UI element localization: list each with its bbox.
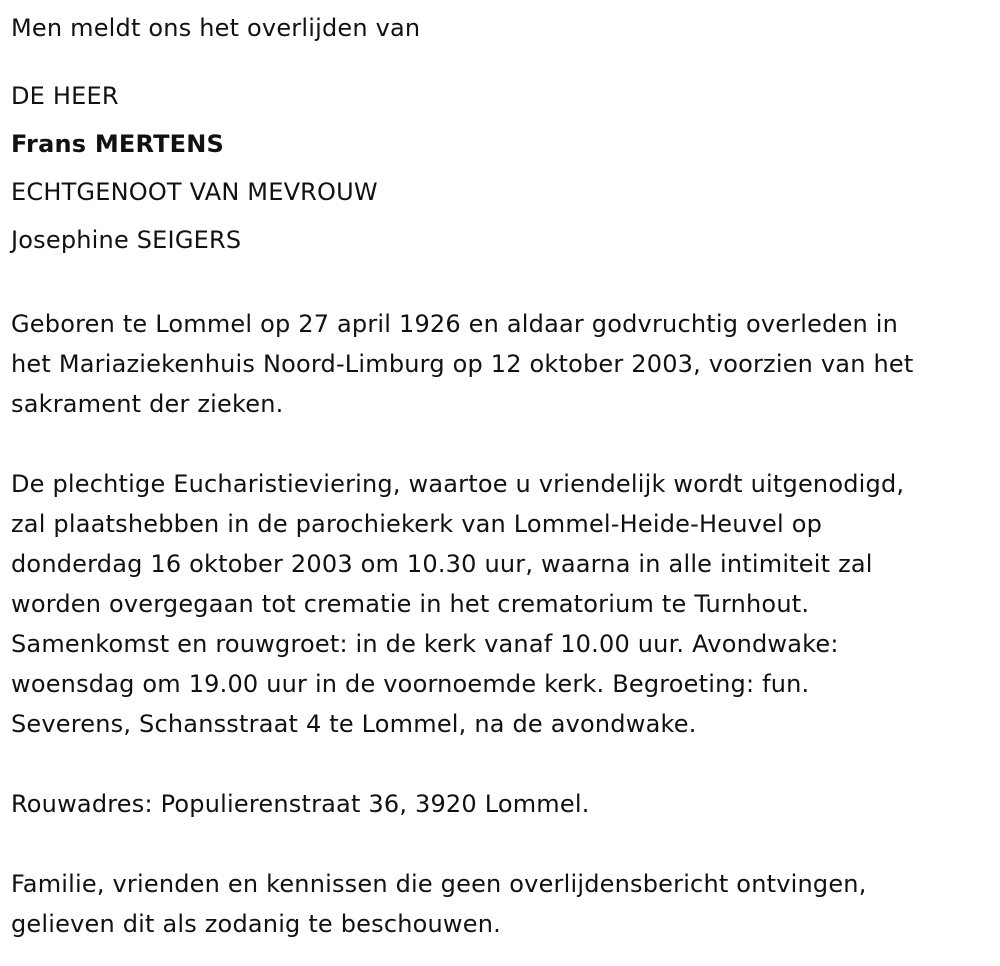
spacer (11, 264, 996, 304)
paragraph-line: Familie, vrienden en kennissen die geen overlijdensbericht ontvingen, (11, 870, 867, 898)
paragraph-line: gelieven dit als zodanig te beschouwen. (11, 910, 501, 938)
paragraph-line: Geboren te Lommel op 27 april 1926 en aldaar godvruchtig overleden in (11, 310, 899, 338)
relation-text: ECHTGENOOT VAN MEVROUW (11, 178, 378, 206)
service-paragraph (11, 464, 996, 744)
honorific: DE HEER (11, 82, 119, 110)
closing-paragraph (11, 864, 996, 944)
mourning-address: Rouwadres: Populierenstraat 36, 3920 Lommel. (11, 790, 590, 818)
paragraph-line: het Mariaziekenhuis Noord-Limburg op 12 oktober 2003, voorzien van het (11, 350, 914, 378)
spacer (11, 744, 996, 784)
obituary-notice (11, 8, 996, 944)
spacer (11, 424, 996, 464)
spacer (11, 824, 996, 864)
spacer (11, 48, 996, 72)
paragraph-line: zal plaatshebben in de parochiekerk van Lommel-Heide-Heuvel op (11, 510, 823, 538)
paragraph-line: donderdag 16 oktober 2003 om 10.30 uur, waarna in alle intimiteit zal (11, 550, 873, 578)
deceased-name-block (11, 72, 996, 264)
paragraph-line: worden overgegaan tot crematie in het crematorium te Turnhout. (11, 590, 810, 618)
intro-text: Men meldt ons het overlijden van (11, 14, 421, 42)
paragraph-line: sakrament der zieken. (11, 390, 284, 418)
spouse-name: Josephine SEIGERS (11, 226, 242, 254)
paragraph-line: woensdag om 19.00 uur in de voornoemde kerk. Begroeting: fun. (11, 670, 810, 698)
deceased-name: Frans MERTENS (11, 130, 225, 158)
paragraph-line: Samenkomst en rouwgroet: in de kerk vanaf 10.00 uur. Avondwake: (11, 630, 839, 658)
paragraph-line: Severens, Schansstraat 4 te Lommel, na de avondwake. (11, 710, 697, 738)
paragraph-line: De plechtige Eucharistieviering, waartoe u vriendelijk wordt uitgenodigd, (11, 470, 905, 498)
birth-paragraph (11, 304, 996, 424)
